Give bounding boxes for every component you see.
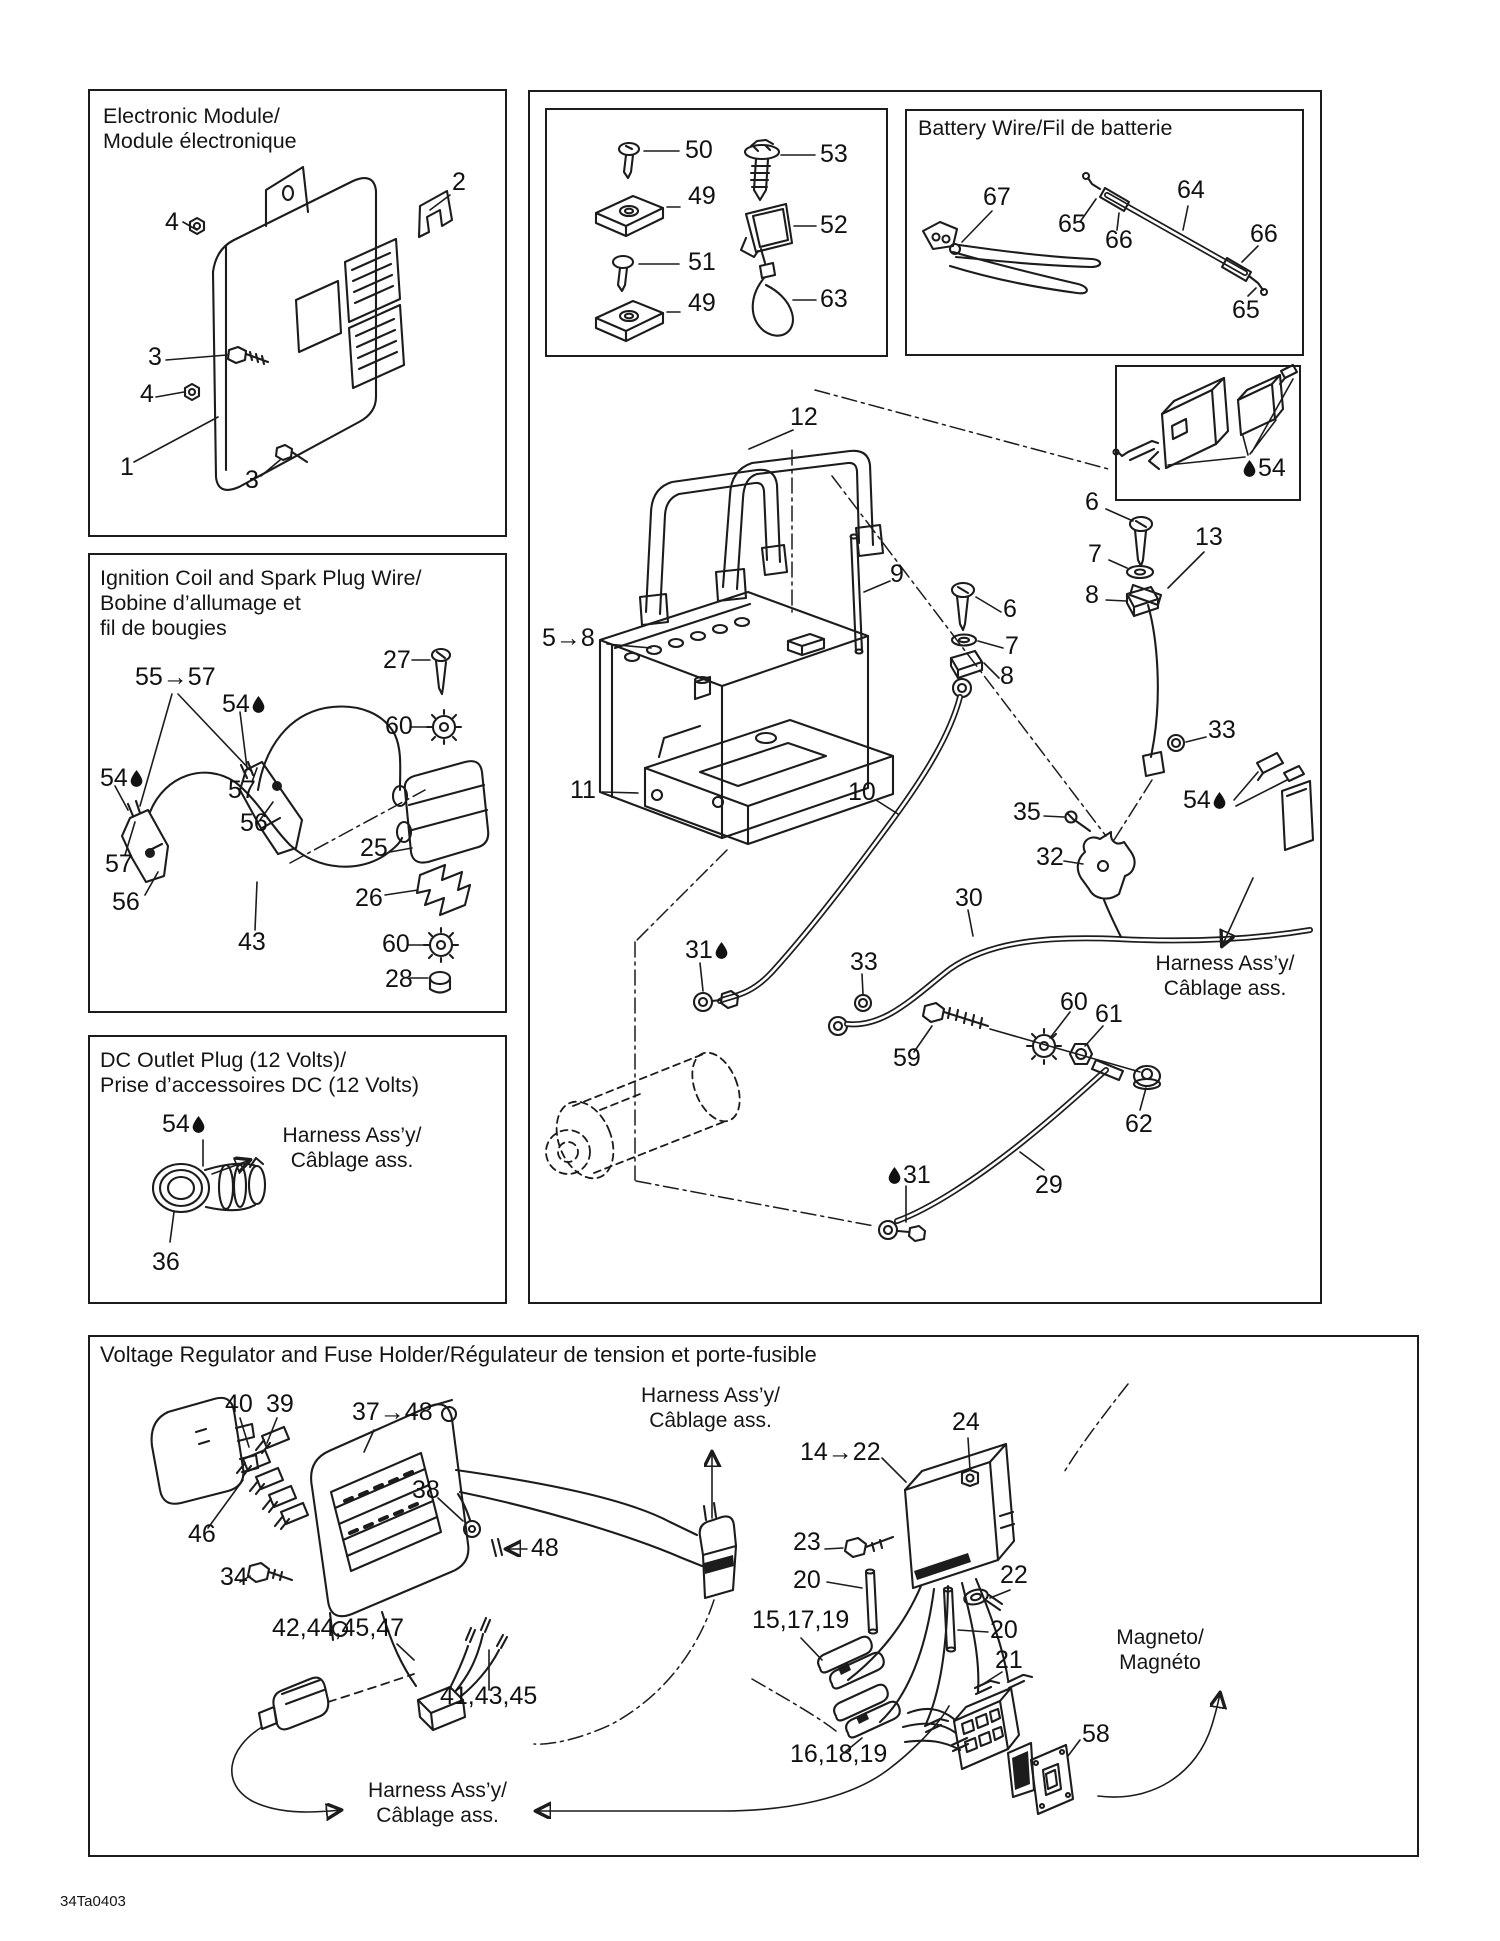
callout-13: 13 [1195, 523, 1223, 551]
callout-23: 23 [793, 1528, 821, 1556]
callout-5-8: 5→8 [542, 624, 595, 652]
callout-42-44-45-47: 42,44,45,47 [272, 1614, 405, 1642]
callout-22: 22 [1000, 1561, 1028, 1589]
callout-46: 46 [188, 1520, 216, 1548]
callout-29: 29 [1035, 1171, 1063, 1199]
voltage-regulator-title: Voltage Regulator and Fuse Holder/Régulateur de tension et porte-fusible [100, 1342, 817, 1367]
oil-droplet-icon [252, 696, 265, 713]
callout-8r: 8 [1085, 581, 1099, 609]
callout-67: 67 [983, 183, 1011, 211]
callout-37-48: 37→48 [352, 1398, 433, 1426]
callout-31b: 31 [888, 1163, 931, 1188]
callout-49a: 49 [688, 182, 716, 210]
harness-assy-label-center: Harness Ass’y/ Câblage ass. [641, 1384, 780, 1432]
callout-3a: 3 [148, 343, 162, 371]
callout-50: 50 [685, 136, 713, 164]
magneto-label: Magneto/ Magnéto [1116, 1626, 1204, 1674]
callout-39: 39 [266, 1390, 294, 1418]
callout-27: 27 [383, 646, 411, 674]
battery-wire-title: Battery Wire/Fil de batterie [918, 116, 1173, 140]
callout-34: 34 [220, 1563, 248, 1591]
callout-3b: 3 [245, 466, 259, 494]
callout-52: 52 [820, 211, 848, 239]
callout-33a: 33 [1208, 716, 1236, 744]
callout-26: 26 [355, 884, 383, 912]
callout-59: 59 [893, 1044, 921, 1072]
callout-40: 40 [225, 1390, 253, 1418]
callout-63: 63 [820, 285, 848, 313]
callout-31a: 31 [685, 938, 728, 963]
callout-65b: 65 [1232, 296, 1260, 324]
callout-14-22: 14→22 [800, 1438, 881, 1466]
callout-21: 21 [995, 1646, 1023, 1674]
ignition-coil-title: Ignition Coil and Spark Plug Wire/ Bobine d’allumage et fil de bougies [100, 566, 422, 641]
callout-30: 30 [955, 884, 983, 912]
harness-assy-label-central: Harness Ass’y/ Câblage ass. [1155, 952, 1295, 1000]
oil-droplet-icon [1243, 460, 1256, 477]
callout-20r: 20 [990, 1616, 1018, 1644]
callout-53: 53 [820, 140, 848, 168]
callout-56b: 56 [112, 888, 140, 916]
callout-33b: 33 [850, 948, 878, 976]
callout-38: 38 [412, 1476, 440, 1504]
callout-2: 2 [452, 168, 466, 196]
callout-7r: 7 [1088, 540, 1102, 568]
callout-55-57: 55→57 [135, 663, 216, 691]
callout-15-17-19: 15,17,19 [752, 1606, 850, 1634]
callout-10: 10 [848, 778, 876, 806]
harness-assy-label-dc: Harness Ass’y/ Câblage ass. [282, 1124, 422, 1172]
callout-6l: 6 [1003, 595, 1017, 623]
callout-54r: 54 [1183, 788, 1226, 813]
callout-57a: 57 [228, 776, 256, 804]
callout-4b: 4 [140, 380, 154, 408]
callout-11: 11 [570, 776, 596, 804]
callout-60a: 60 [385, 712, 413, 740]
callout-9: 9 [890, 560, 904, 588]
callout-1: 1 [120, 453, 134, 481]
page-code: 34Ta0403 [60, 1893, 126, 1910]
callout-57b: 57 [105, 850, 133, 878]
oil-droplet-icon [888, 1167, 901, 1184]
callout-64: 64 [1177, 176, 1205, 204]
callout-32: 32 [1036, 843, 1064, 871]
callout-4a: 4 [165, 208, 179, 236]
callout-28: 28 [385, 965, 413, 993]
electronic-module-title: Electronic Module/ Module électronique [103, 104, 297, 154]
callout-60c: 60 [1060, 988, 1088, 1016]
callout-49b: 49 [688, 289, 716, 317]
callout-24: 24 [952, 1408, 980, 1436]
callout-7l: 7 [1005, 632, 1019, 660]
callout-65a: 65 [1058, 210, 1086, 238]
callout-58: 58 [1082, 1720, 1110, 1748]
oil-droplet-icon [192, 1116, 205, 1133]
harness-assy-label-bottom: Harness Ass’y/ Câblage ass. [368, 1779, 507, 1827]
callout-54-dc: 54 [162, 1112, 205, 1137]
callout-54-inset: 54 [1243, 456, 1286, 481]
callout-51: 51 [688, 248, 716, 276]
callout-35: 35 [1013, 798, 1041, 826]
callout-54-ign-a: 54 [222, 692, 265, 717]
oil-droplet-icon [1213, 792, 1226, 809]
callout-66a: 66 [1105, 226, 1133, 254]
callout-54-ign-b: 54 [100, 766, 143, 791]
oil-droplet-icon [130, 770, 143, 787]
callout-56a: 56 [240, 809, 268, 837]
callout-41-43-45: 41,43,45 [440, 1682, 538, 1710]
callout-43: 43 [238, 928, 266, 956]
callout-12: 12 [790, 403, 818, 431]
callout-61: 61 [1095, 1000, 1123, 1028]
callout-36: 36 [152, 1248, 180, 1276]
dc-outlet-title: DC Outlet Plug (12 Volts)/ Prise d’accessoires DC (12 Volts) [100, 1048, 420, 1098]
callout-25: 25 [360, 834, 388, 862]
callout-62: 62 [1125, 1110, 1153, 1138]
callout-16-18-19: 16,18,19 [790, 1740, 888, 1768]
callout-8l: 8 [1000, 662, 1014, 690]
callout-60b: 60 [382, 930, 410, 958]
callout-66b: 66 [1250, 220, 1278, 248]
callout-6r: 6 [1085, 488, 1099, 516]
electronic-module-box [88, 89, 507, 537]
callout-48: 48 [531, 1534, 559, 1562]
callout-20l: 20 [793, 1566, 821, 1594]
oil-droplet-icon [715, 942, 728, 959]
